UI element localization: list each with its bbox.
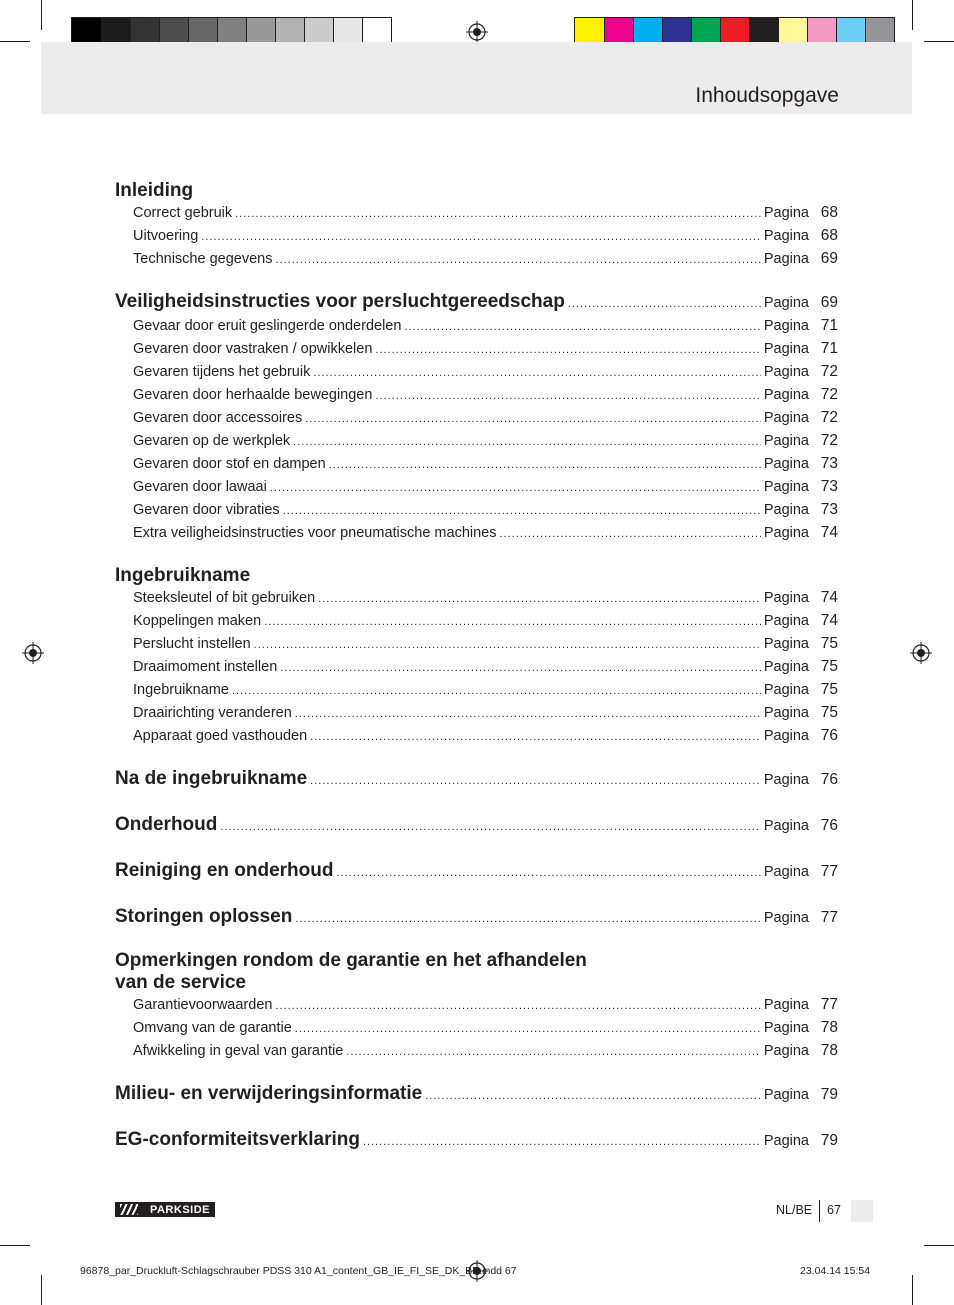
dot-leader xyxy=(293,431,761,453)
dot-leader xyxy=(232,680,761,702)
page-word: Pagina xyxy=(763,910,809,926)
entry-label: Draairichting veranderen xyxy=(133,705,292,721)
dot-leader xyxy=(336,862,760,884)
dot-leader xyxy=(329,454,761,476)
toc-entry xyxy=(115,656,838,679)
dot-leader xyxy=(346,1041,760,1063)
slug-date: 23.04.14 15:54 xyxy=(800,1265,871,1277)
page-word: Pagina xyxy=(763,1043,809,1059)
dot-leader xyxy=(254,634,761,656)
section-gap xyxy=(115,884,838,906)
page-number: 67 xyxy=(827,1203,841,1217)
page-ref: 78 xyxy=(820,1042,838,1059)
toc-entry xyxy=(115,430,838,453)
page-ref: 76 xyxy=(820,727,838,744)
entry-label: Afwikkeling in geval van garantie xyxy=(133,1043,344,1059)
page-ref: 75 xyxy=(820,635,838,652)
page-word: Pagina xyxy=(763,728,809,744)
page-ref: 79 xyxy=(820,1132,838,1149)
section-title: Milieu- en verwijderingsinformatie xyxy=(115,1083,423,1104)
page-word: Pagina xyxy=(763,818,809,834)
dot-leader xyxy=(201,226,761,248)
toc-section-heading xyxy=(115,814,838,838)
dot-leader xyxy=(295,1018,761,1040)
page-word: Pagina xyxy=(763,1133,809,1149)
entry-label: Gevaren door accessoires xyxy=(133,410,303,426)
toc-entry xyxy=(115,476,838,499)
page-ref: 76 xyxy=(820,771,838,788)
language-code: NL/BE xyxy=(776,1203,813,1217)
entry-label: Gevaren door herhaalde bewegingen xyxy=(133,387,373,403)
toc-entry xyxy=(115,633,838,656)
page-ref: 69 xyxy=(820,294,838,311)
toc-entry xyxy=(115,338,838,361)
toc-entry xyxy=(115,453,838,476)
toc-section-heading xyxy=(115,1083,838,1107)
page-ref: 75 xyxy=(820,658,838,675)
entry-label: Gevaar door eruit geslingerde onderdelen xyxy=(133,318,402,334)
dot-leader xyxy=(305,408,761,430)
toc-entry xyxy=(115,361,838,384)
entry-label: Ingebruikname xyxy=(133,682,229,698)
dot-leader xyxy=(375,385,760,407)
dot-leader xyxy=(220,816,760,838)
toc-section-heading xyxy=(115,860,838,884)
toc-entry xyxy=(115,679,838,702)
page-word: Pagina xyxy=(763,682,809,698)
entry-label: Gevaren door vibraties xyxy=(133,502,280,518)
page-ref: 73 xyxy=(820,455,838,472)
toc-entry xyxy=(115,725,838,748)
entry-label: Perslucht instellen xyxy=(133,636,251,652)
page-word: Pagina xyxy=(763,502,809,518)
toc-entry xyxy=(115,610,838,633)
section-gap xyxy=(115,545,838,565)
dot-leader xyxy=(283,500,761,522)
registration-mark-icon xyxy=(466,21,488,43)
page-ref: 72 xyxy=(820,432,838,449)
toc-entry xyxy=(115,499,838,522)
entry-label: Technische gegevens xyxy=(133,251,273,267)
section-title: Na de ingebruikname xyxy=(115,768,308,789)
page-word: Pagina xyxy=(763,590,809,606)
section-gap xyxy=(115,1107,838,1129)
dot-leader xyxy=(264,611,761,633)
dot-leader xyxy=(295,908,760,930)
section-title: Onderhoud xyxy=(115,814,218,835)
page-word: Pagina xyxy=(763,864,809,880)
page-word: Pagina xyxy=(763,341,809,357)
page-ref: 75 xyxy=(820,704,838,721)
registration-mark-icon xyxy=(910,642,932,664)
toc-section-heading xyxy=(115,768,838,792)
dot-leader xyxy=(275,995,760,1017)
crop-mark xyxy=(0,1245,30,1246)
toc-section-heading: Opmerkingen rondom de garantie en het afhandelen xyxy=(115,950,587,971)
page-word: Pagina xyxy=(763,636,809,652)
page-word: Pagina xyxy=(763,251,809,267)
crop-mark xyxy=(924,41,954,42)
entry-label: Gevaren tijdens het gebruik xyxy=(133,364,311,380)
dot-leader xyxy=(568,293,761,315)
toc-entry xyxy=(115,407,838,430)
page-word: Pagina xyxy=(763,1087,809,1103)
toc-entry xyxy=(115,202,838,225)
crop-mark xyxy=(912,0,913,30)
dot-leader xyxy=(275,249,760,271)
page-ref: 73 xyxy=(820,478,838,495)
page-word: Pagina xyxy=(763,705,809,721)
toc-entry xyxy=(115,702,838,725)
dot-leader xyxy=(235,203,761,225)
entry-label: Gevaren op de werkplek xyxy=(133,433,291,449)
entry-label: Steeksleutel of bit gebruiken xyxy=(133,590,316,606)
section-title: Storingen oplossen xyxy=(115,906,293,927)
section-gap xyxy=(115,271,838,291)
entry-label: Gevaren door vastraken / opwikkelen xyxy=(133,341,373,357)
dot-leader xyxy=(270,477,761,499)
page-word: Pagina xyxy=(763,659,809,675)
section-gap xyxy=(115,838,838,860)
section-gap xyxy=(115,1063,838,1083)
page-ref: 74 xyxy=(820,524,838,541)
page-ref: 77 xyxy=(820,863,838,880)
page-ref: 79 xyxy=(820,1086,838,1103)
crop-mark xyxy=(0,41,30,42)
page-ref: 72 xyxy=(820,363,838,380)
page-ref: 77 xyxy=(820,909,838,926)
page-word: Pagina xyxy=(763,772,809,788)
page-ref: 78 xyxy=(820,1019,838,1036)
toc-section-heading: Inleiding xyxy=(115,180,194,201)
page-ref: 77 xyxy=(820,996,838,1013)
dot-leader xyxy=(425,1085,761,1107)
toc-section-heading xyxy=(115,291,838,315)
page-ref: 72 xyxy=(820,386,838,403)
dot-leader xyxy=(404,316,760,338)
page-word: Pagina xyxy=(763,364,809,380)
entry-label: Draaimoment instellen xyxy=(133,659,278,675)
page-word: Pagina xyxy=(763,433,809,449)
page-ref: 72 xyxy=(820,409,838,426)
dot-leader xyxy=(313,362,761,384)
page-word: Pagina xyxy=(763,613,809,629)
footer-tab xyxy=(851,1200,873,1222)
toc-entry xyxy=(115,587,838,610)
logo-stripes-icon xyxy=(120,1204,138,1215)
page-ref: 73 xyxy=(820,501,838,518)
entry-label: Gevaren door stof en dampen xyxy=(133,456,326,472)
section-gap xyxy=(115,930,838,950)
entry-label: Koppelingen maken xyxy=(133,613,262,629)
entry-label: Uitvoering xyxy=(133,228,199,244)
entry-label: Extra veiligheidsinstructies voor pneumatische machines xyxy=(133,525,497,541)
brand-name: PARKSIDE xyxy=(149,1203,210,1216)
toc-section-heading: Ingebruikname xyxy=(115,565,251,586)
section-gap xyxy=(115,792,838,814)
entry-label: Apparaat goed vasthouden xyxy=(133,728,308,744)
toc-entry xyxy=(115,248,838,271)
page-word: Pagina xyxy=(763,997,809,1013)
page-word: Pagina xyxy=(763,410,809,426)
toc-entry xyxy=(115,384,838,407)
page-word: Pagina xyxy=(763,387,809,403)
dot-leader xyxy=(280,657,761,679)
page-ref: 68 xyxy=(820,204,838,221)
toc-entry xyxy=(115,1040,838,1063)
toc-section-heading xyxy=(115,906,838,930)
dot-leader xyxy=(375,339,760,361)
slug-filename: 96878_par_Druckluft-Schlagschrauber PDSS 310 A1_content_GB_IE_FI_SE_DK_BE.indd 67 xyxy=(80,1265,517,1277)
page-ref: 74 xyxy=(820,612,838,629)
dot-leader xyxy=(363,1131,761,1153)
crop-mark xyxy=(924,1245,954,1246)
section-title: Reiniging en onderhoud xyxy=(115,860,334,881)
section-title: EG-conformiteitsverklaring xyxy=(115,1129,360,1150)
crop-mark xyxy=(912,1275,913,1305)
section-title: Veiligheidsinstructies voor persluchtgereedschap xyxy=(115,291,565,312)
toc-entry xyxy=(115,225,838,248)
page-ref: 74 xyxy=(820,589,838,606)
page-ref: 68 xyxy=(820,227,838,244)
toc-section-heading-line2: van de service xyxy=(115,972,246,993)
page-ref: 71 xyxy=(820,340,838,357)
dot-leader xyxy=(318,588,761,610)
page-ref: 75 xyxy=(820,681,838,698)
page-word: Pagina xyxy=(763,228,809,244)
page-ref: 71 xyxy=(820,317,838,334)
toc-entry xyxy=(115,1017,838,1040)
entry-label: Omvang van de garantie xyxy=(133,1020,292,1036)
page-word: Pagina xyxy=(763,295,809,311)
page-title: Inhoudsopgave xyxy=(695,84,839,107)
dot-leader xyxy=(499,523,760,545)
toc-entry xyxy=(115,522,838,545)
toc-entry xyxy=(115,994,838,1017)
entry-label: Garantievoorwaarden xyxy=(133,997,273,1013)
page-ref: 76 xyxy=(820,817,838,834)
entry-label: Correct gebruik xyxy=(133,205,233,221)
crop-mark xyxy=(41,0,42,30)
entry-label: Gevaren door lawaai xyxy=(133,479,267,495)
dot-leader xyxy=(295,703,761,725)
toc-section-heading xyxy=(115,1129,838,1153)
page-word: Pagina xyxy=(763,479,809,495)
table-of-contents xyxy=(115,180,838,1153)
page-word: Pagina xyxy=(763,525,809,541)
page-word: Pagina xyxy=(763,456,809,472)
dot-leader xyxy=(310,770,761,792)
footer-divider xyxy=(819,1200,820,1222)
page-word: Pagina xyxy=(763,1020,809,1036)
registration-mark-icon xyxy=(22,642,44,664)
crop-mark xyxy=(41,1275,42,1305)
page-word: Pagina xyxy=(763,205,809,221)
section-gap xyxy=(115,748,838,768)
dot-leader xyxy=(310,726,761,748)
page-word: Pagina xyxy=(763,318,809,334)
parkside-logo xyxy=(115,1202,215,1217)
page-ref: 69 xyxy=(820,250,838,267)
toc-entry xyxy=(115,315,838,338)
